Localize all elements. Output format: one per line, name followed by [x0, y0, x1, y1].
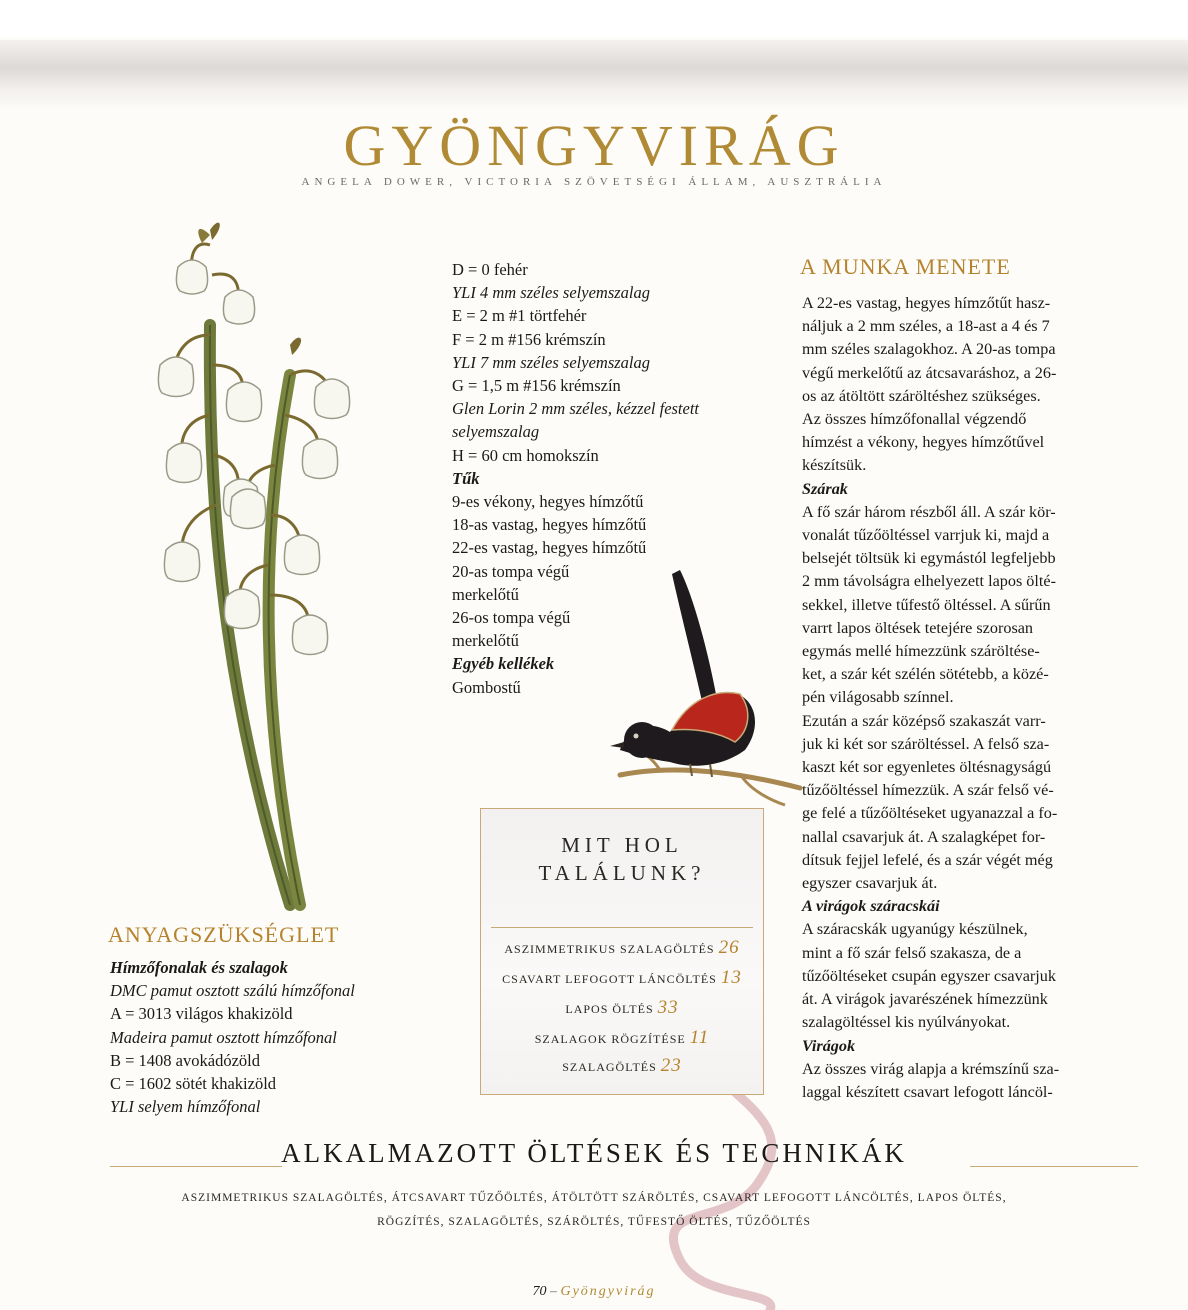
procedure-line: belsejét töltsük ki egymástól legfeljebb: [802, 549, 1056, 568]
procedure-line: mint a fő szár felső szakasza, de a: [802, 943, 1022, 962]
procedure-line: tűzőöltéssel hímezzük. A szár felső vé-: [802, 781, 1054, 800]
techniques-line-2: RÖGZÍTÉS, SZALAGÖLTÉS, SZÁRÖLTÉS, TŰFESTŐ ÖLTÉS, TŰZŐÖLTÉS: [377, 1216, 811, 1228]
index-item[interactable]: [481, 967, 763, 989]
requirements-line: A = 3013 világos khakizöld: [110, 1004, 293, 1024]
procedure-line: juk ki két sor száröltéssel. A felső sza-: [802, 734, 1050, 753]
materials-line: merkelőtű: [452, 631, 519, 651]
page-title: GYÖNGYVIRÁG: [343, 113, 845, 178]
techniques-line-1: ASZIMMETRIKUS SZALAGÖLTÉS, ÁTCSAVART TŰZŐÖLTÉS, ÁTÖLTÖTT SZÁRÖLTÉS, CSAVART LEFOGOTT LÁNCÖLTÉS, LAPOS ÖLTÉS,: [181, 1192, 1007, 1204]
procedure-subheading: Szárak: [802, 479, 848, 498]
materials-line: selyemszalag: [452, 422, 540, 442]
procedure-line: egymás mellé hímezzünk száröltése-: [802, 642, 1040, 661]
index-item[interactable]: [481, 937, 763, 959]
index-box-divider: [491, 927, 753, 928]
procedure-line: nallal csavarjuk át. A szalagképet for-: [802, 827, 1046, 846]
materials-line: merkelőtű: [452, 584, 519, 604]
procedure-line: 2 mm távolságra elhelyezett lapos ölté-: [802, 572, 1056, 591]
procedure-line: A fő szár három részből áll. A szár kör-: [802, 502, 1056, 521]
requirements-list: [110, 956, 440, 1118]
procedure-text: [802, 292, 1142, 1104]
index-box-title-line2: TALÁLUNK?: [538, 861, 706, 885]
materials-line: D = 0 fehér: [452, 260, 528, 279]
index-box-title-line1: MIT HOL: [561, 833, 683, 857]
materials-line: 18-as vastag, hegyes hímzőtű: [452, 515, 647, 535]
procedure-line: A száracskák ugyanúgy készülnek,: [802, 920, 1028, 939]
index-item-label: CSAVART LEFOGOTT LÁNCÖLTÉS: [502, 972, 717, 986]
procedure-subheading: Virágok: [802, 1036, 856, 1055]
requirements-line: YLI selyem hímzőfonal: [110, 1097, 261, 1117]
index-item-page: 13: [720, 967, 742, 988]
procedure-line: készítsük.: [802, 456, 867, 475]
index-item-page: 33: [657, 997, 679, 1018]
index-item-label: SZALAGÖLTÉS: [562, 1060, 657, 1074]
index-item-page: 26: [718, 937, 740, 958]
materials-line: 9-es vékony, hegyes hímzőtű: [452, 492, 644, 512]
page-number: 70: [532, 1284, 547, 1299]
index-item-page: 23: [660, 1055, 682, 1076]
procedure-line: végű merkelőtű az átcsavaráshoz, a 26-: [802, 363, 1057, 382]
procedure-line: sekkel, illetve tűfestő öltéssel. A sűrűn: [802, 595, 1051, 614]
bird-tail: [672, 570, 718, 710]
requirements-subheading: Hímzőfonalak és szalagok: [110, 958, 288, 977]
index-box: [480, 808, 764, 1095]
procedure-heading: A MUNKA MENETE: [800, 254, 1011, 279]
index-item-label: SZALAGOK RÖGZÍTÉSE: [534, 1032, 686, 1046]
index-item-page: 11: [689, 1027, 710, 1048]
procedure-line: szalagöltéssel kis nyúlványokat.: [802, 1013, 1011, 1032]
bird-on-branch-illustration: [600, 560, 820, 810]
index-item[interactable]: [481, 997, 763, 1019]
procedure-line: vonalát tűzőöltéssel varrjuk ki, majd a: [802, 526, 1050, 545]
page-footer: [0, 1284, 1188, 1300]
decorative-ribbon-band: [0, 40, 1188, 110]
procedure-line: ket, a szár két szélén sötétebb, a közé-: [802, 665, 1049, 684]
procedure-line: tűzőöltéseket csupán egyszer csavarjuk: [802, 966, 1056, 985]
techniques-heading: ALKALMAZOTT ÖLTÉSEK ÉS TECHNIKÁK: [281, 1138, 907, 1168]
materials-line: F = 2 m #156 krémszín: [452, 329, 606, 349]
requirements-line: DMC pamut osztott szálú hímzőfonal: [110, 981, 355, 1001]
materials-line: E = 2 m #1 törtfehér: [452, 306, 587, 326]
procedure-line: os az átöltött száröltéshez szükséges.: [802, 386, 1041, 405]
materials-line: YLI 7 mm széles selyemszalag: [452, 352, 650, 372]
procedure-line: át. A virágok javarészének hímezzünk: [802, 990, 1048, 1009]
procedure-line: egyszer csavarjuk át.: [802, 874, 938, 893]
requirements-line: Madeira pamut osztott hímzőfonal: [110, 1027, 337, 1047]
materials-line: YLI 4 mm széles selyemszalag: [452, 283, 650, 303]
procedure-line: kaszt két sor egyenletes öltésnagyságú: [802, 758, 1052, 777]
procedure-line: Az összes virág alapja a krémszínű sza-: [802, 1059, 1060, 1078]
page-subtitle: ANGELA DOWER, VICTORIA SZÖVETSÉGI ÁLLAM, AUSZTRÁLIA: [301, 176, 887, 188]
procedure-line: náljuk a 2 mm széles, a 18-ast a 4 és 7: [802, 317, 1050, 336]
requirements-line: B = 1408 avokádózöld: [110, 1050, 260, 1070]
requirements-heading: ANYAGSZÜKSÉGLET: [108, 922, 340, 947]
materials-subheading: Egyéb kellékek: [452, 654, 555, 674]
footer-separator: –: [549, 1284, 557, 1299]
procedure-line: A 22-es vastag, hegyes hímzőtűt hasz-: [802, 294, 1051, 312]
lily-of-the-valley-illustration: [140, 215, 390, 915]
materials-line: H = 60 cm homokszín: [452, 445, 599, 465]
procedure-subheading: A virágok száracskái: [802, 897, 940, 916]
procedure-line: laggal készített csavart lefogott láncöl-: [802, 1082, 1053, 1101]
procedure-line: varrt lapos öltések tetejére szorosan: [802, 618, 1034, 637]
procedure-line: ge felé a tűzőöltéseket ugyanazzal a fo-: [802, 804, 1058, 823]
materials-subheading: Tűk: [452, 468, 480, 488]
index-item[interactable]: [481, 1055, 763, 1077]
materials-line: G = 1,5 m #156 krémszín: [452, 376, 621, 396]
procedure-line: Ezután a szár középső szakaszát varr-: [802, 711, 1046, 730]
page-top-strip: [0, 0, 1188, 38]
branch: [620, 770, 800, 788]
materials-line: 20-as tompa végű: [452, 561, 570, 581]
procedure-line: Az összes hímzőfonallal végzendő: [802, 410, 1027, 429]
procedure-line: pén világosabb színnel.: [802, 688, 954, 707]
materials-line: Gombostű: [452, 677, 521, 697]
procedure-line: mm széles szalagokhoz. A 20-as tompa: [802, 340, 1056, 359]
requirements-line: C = 1602 sötét khakizöld: [110, 1074, 277, 1094]
index-item-label: ASZIMMETRIKUS SZALAGÖLTÉS: [504, 942, 715, 956]
index-item[interactable]: [481, 1027, 763, 1049]
footer-section-name: Gyöngyvirág: [560, 1284, 656, 1299]
materials-line: 22-es vastag, hegyes hímzőtű: [452, 538, 647, 558]
materials-line: 26-os tompa végű: [452, 608, 571, 628]
materials-line: Glen Lorin 2 mm széles, kézzel festett: [452, 399, 700, 419]
procedure-line: dítsuk fejjel lefelé, és a szár végét még: [802, 850, 1053, 869]
procedure-line: hímzést a vékony, hegyes hímzőtűvel: [802, 433, 1045, 452]
index-item-label: LAPOS ÖLTÉS: [565, 1002, 654, 1016]
